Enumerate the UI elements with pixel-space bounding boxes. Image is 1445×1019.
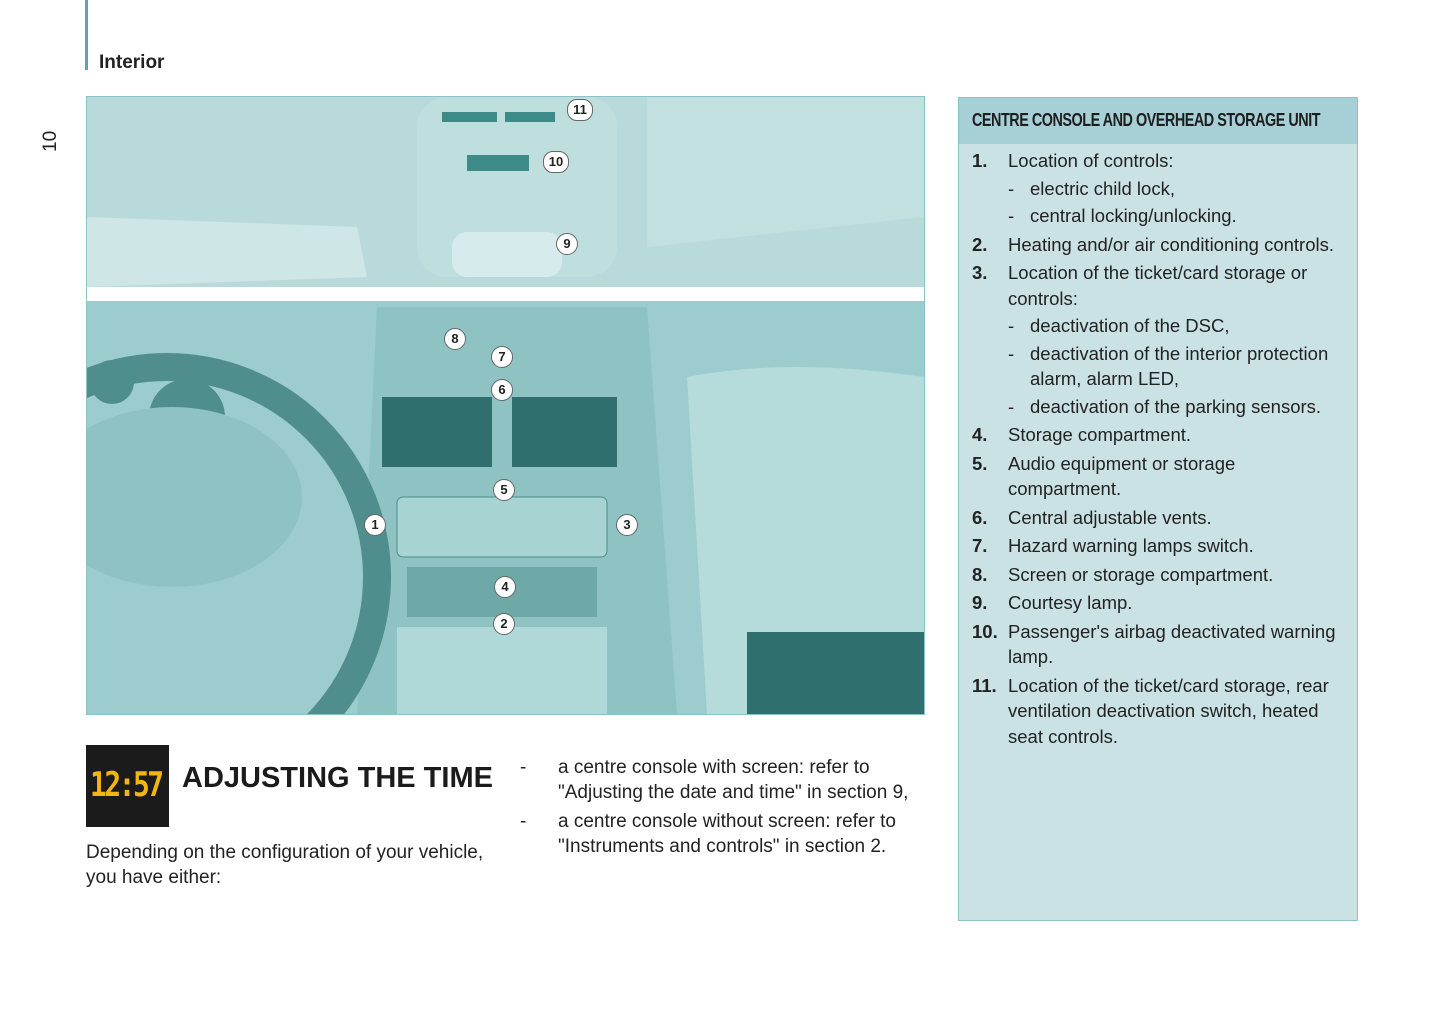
- item-number: 11.: [972, 674, 997, 696]
- legend-subitem: - central locking/unlocking.: [1008, 205, 1237, 226]
- option-item: - a centre console with screen: refer to "Adjusting the date and time" in section 9,: [520, 757, 909, 803]
- clock-icon: [86, 745, 169, 827]
- legend-list: [959, 144, 1357, 749]
- legend-item: [972, 422, 1347, 448]
- panel-header: [959, 98, 1357, 144]
- legend-item: [972, 232, 1347, 258]
- callout-5: 5: [493, 479, 515, 501]
- item-text: Screen or storage compartment.: [1008, 563, 1274, 585]
- legend-item: [972, 619, 1347, 670]
- clock-display: 12:57: [90, 765, 162, 805]
- item-text: Audio equipment or storage compartment.: [1008, 452, 1236, 499]
- option-text: a centre console with screen: refer to "Adjusting the date and time" in section 9,: [558, 757, 909, 803]
- callout-8: 8: [444, 328, 466, 350]
- item-text: Hazard warning lamps switch.: [1008, 535, 1254, 556]
- item-text: Courtesy lamp.: [1008, 592, 1133, 613]
- interior-illustration: [86, 96, 925, 715]
- item-number: 7.: [972, 535, 988, 556]
- callout-6: 6: [491, 379, 513, 401]
- page-number: 10: [40, 130, 61, 152]
- legend-subitem: - electric child lock,: [1008, 177, 1175, 199]
- item-text: Heating and/or air conditioning controls.: [1008, 233, 1334, 255]
- item-number: 2.: [972, 233, 988, 255]
- subitem-text: deactivation of the interior protection alarm, alarm LED,: [1030, 342, 1329, 389]
- item-text: Storage compartment.: [1008, 424, 1192, 445]
- legend-item: [972, 148, 1347, 229]
- panel-title: CENTRE CONSOLE AND OVERHEAD STORAGE UNIT: [972, 110, 1321, 130]
- item-text: Central adjustable vents.: [1008, 506, 1212, 528]
- item-number: 10.: [972, 620, 998, 642]
- item-number: 6.: [972, 506, 988, 528]
- callout-3: 3: [616, 514, 638, 536]
- callout-9: 9: [556, 233, 578, 255]
- callout-10: 10: [543, 151, 569, 173]
- callout-11: 11: [567, 99, 593, 121]
- item-number: 1.: [972, 150, 988, 171]
- item-number: 9.: [972, 592, 988, 613]
- subitem-text: electric child lock,: [1030, 177, 1175, 199]
- subitem-text: central locking/unlocking.: [1030, 205, 1237, 226]
- legend-panel: [958, 97, 1358, 921]
- legend-item: [972, 533, 1347, 559]
- item-number: 4.: [972, 424, 988, 445]
- callout-4: 4: [494, 576, 516, 598]
- item-number: 3.: [972, 262, 988, 283]
- item-number: 5.: [972, 452, 988, 474]
- legend-item: [972, 260, 1347, 419]
- legend-subitem: - deactivation of the interior protection alarm, alarm LED,: [1008, 342, 1329, 389]
- option-item: - a centre console without screen: refer to "Instruments and controls" in section 2.: [520, 811, 896, 857]
- adjusting-time-options: [520, 755, 930, 863]
- item-text: Passenger's airbag deactivated warning lamp.: [1008, 620, 1336, 667]
- callout-7: 7: [491, 346, 513, 368]
- subitem-text: deactivation of the parking sensors.: [1030, 395, 1322, 417]
- header-rule: [85, 0, 88, 70]
- adjusting-time-intro: Depending on the configuration of your vehicle, you have either:: [86, 842, 484, 888]
- subitem-text: deactivation of the DSC,: [1030, 315, 1230, 336]
- legend-subitem: - deactivation of the DSC,: [1008, 315, 1230, 336]
- item-text: Location of controls:: [1008, 150, 1174, 171]
- legend-item: [972, 505, 1347, 531]
- section-title: Interior: [99, 52, 165, 73]
- item-text: Location of the ticket/card storage or controls:: [1008, 262, 1308, 309]
- callout-2: 2: [493, 613, 515, 635]
- option-text: a centre console without screen: refer to "Instruments and controls" in section 2.: [558, 811, 896, 857]
- legend-item: [972, 673, 1347, 750]
- adjusting-time-heading: ADJUSTING THE TIME: [182, 762, 493, 794]
- legend-subitem: - deactivation of the parking sensors.: [1008, 395, 1322, 417]
- item-number: 8.: [972, 563, 988, 585]
- legend-item: [972, 590, 1347, 616]
- callout-1: 1: [364, 514, 386, 536]
- legend-item: [972, 562, 1347, 588]
- legend-item: [972, 451, 1347, 502]
- item-text: Location of the ticket/card storage, rear ventilation deactivation switch, heated seat controls.: [1008, 674, 1329, 747]
